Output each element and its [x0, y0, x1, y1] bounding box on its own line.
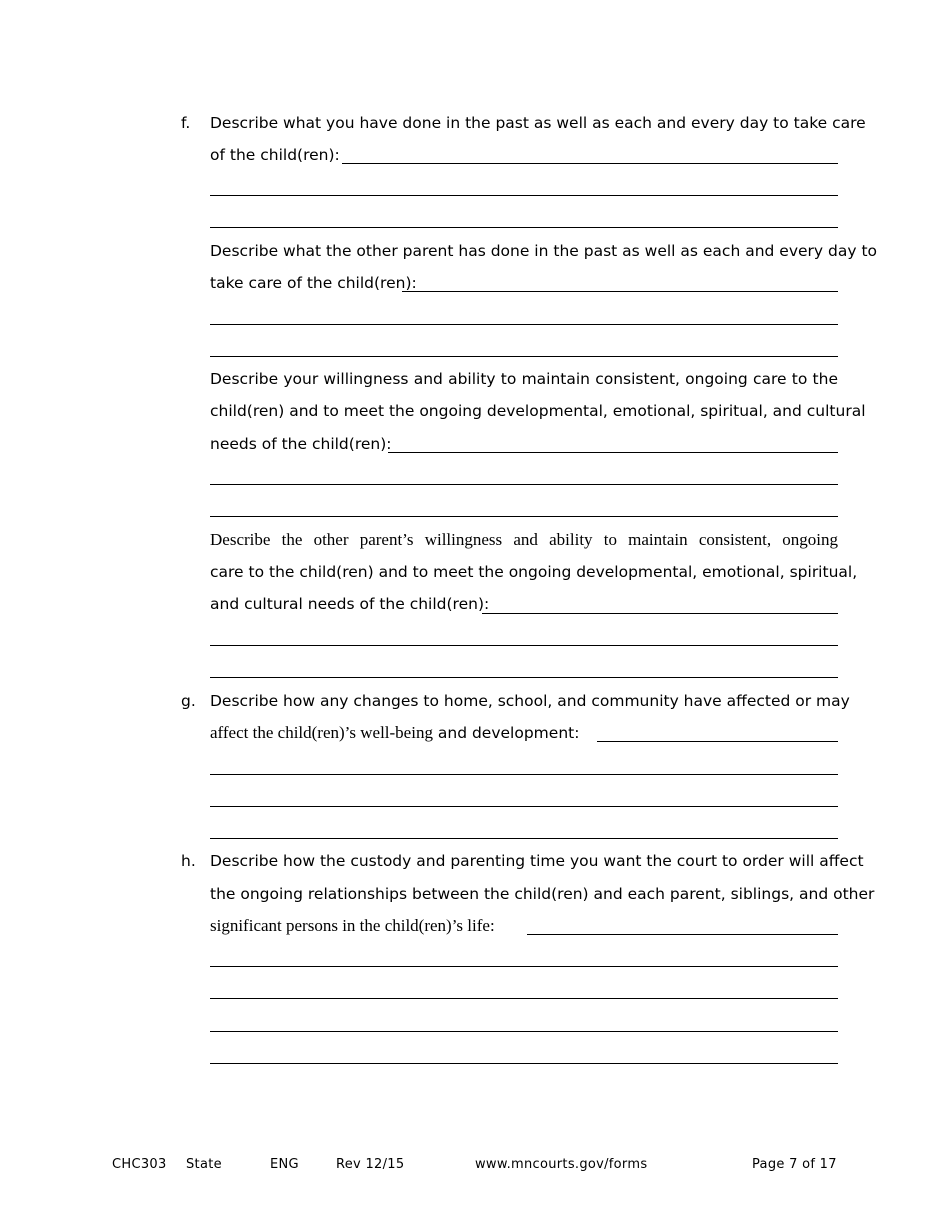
item-f-q1-answer-line[interactable] — [210, 227, 838, 228]
item-h-answer-line[interactable] — [210, 1031, 838, 1032]
item-g-answer-line[interactable] — [210, 806, 838, 807]
item-f-q3-answer-line[interactable] — [210, 516, 838, 517]
item-f-q1-answer-line[interactable] — [342, 163, 838, 164]
item-f-q2-answer-line[interactable] — [210, 324, 838, 325]
item-f-q4-line3: and cultural needs of the child(ren): — [210, 595, 490, 613]
item-g-marker: g. — [181, 692, 196, 710]
item-f-q2-line1: Describe what the other parent has done in the past as well as each and every day to — [210, 242, 878, 260]
item-g-line2 — [210, 723, 579, 743]
item-g-answer-line[interactable] — [210, 774, 838, 775]
item-f-q2-answer-line[interactable] — [210, 356, 838, 357]
item-f-q3-line1: Describe your willingness and ability to maintain consistent, ongoing care to the — [210, 370, 838, 388]
item-h-line1: Describe how the custody and parenting time you want the court to order will affect — [210, 852, 864, 870]
item-h-answer-line[interactable] — [210, 1063, 838, 1064]
item-h-answer-line[interactable] — [527, 934, 838, 935]
footer-website: www.mncourts.gov/forms — [475, 1157, 648, 1172]
item-h-answer-line[interactable] — [210, 998, 838, 999]
footer-form-code: CHC303 — [112, 1157, 167, 1172]
item-f-q3-line2: child(ren) and to meet the ongoing developmental, emotional, spiritual, and cultural — [210, 402, 866, 420]
item-f-q4-line2: care to the child(ren) and to meet the ongoing developmental, emotional, spiritual, — [210, 563, 858, 581]
item-h-line2: the ongoing relationships between the child(ren) and each parent, siblings, and other — [210, 885, 875, 903]
item-g-line1: Describe how any changes to home, school, and community have affected or may — [210, 692, 850, 710]
item-h-line3: significant persons in the child(ren)’s life: — [210, 916, 495, 935]
item-f-q4-answer-line[interactable] — [482, 613, 838, 614]
item-f-q4-answer-line[interactable] — [210, 677, 838, 678]
item-f-q3-answer-line[interactable] — [210, 484, 838, 485]
footer-jurisdiction: State — [186, 1157, 222, 1172]
item-g-answer-line[interactable] — [597, 741, 838, 742]
footer-language: ENG — [270, 1157, 299, 1172]
item-f-q1-answer-line[interactable] — [210, 195, 838, 196]
item-f-q2-line2: take care of the child(ren): — [210, 274, 417, 292]
item-f-q1-line2: of the child(ren): — [210, 146, 340, 164]
item-g-line2-part1: affect the child(ren)’s well-being — [210, 723, 433, 742]
item-g-answer-line[interactable] — [210, 838, 838, 839]
item-g-line2-part2: and development: — [432, 724, 580, 742]
item-f-q3-line3: needs of the child(ren): — [210, 435, 392, 453]
item-f-q3-answer-line[interactable] — [388, 452, 838, 453]
item-f-q1-line1: Describe what you have done in the past as well as each and every day to take care — [210, 114, 866, 132]
footer-page-number: Page 7 of 17 — [752, 1157, 837, 1172]
item-f-q2-answer-line[interactable] — [402, 291, 838, 292]
item-f-q4-answer-line[interactable] — [210, 645, 838, 646]
footer-revision: Rev 12/15 — [336, 1157, 405, 1172]
item-f-q4-line1: Describe the other parent’s willingness and ability to maintain consistent, ongoing — [210, 530, 838, 549]
item-h-answer-line[interactable] — [210, 966, 838, 967]
item-f-marker: f. — [181, 114, 191, 132]
item-h-marker: h. — [181, 852, 196, 870]
